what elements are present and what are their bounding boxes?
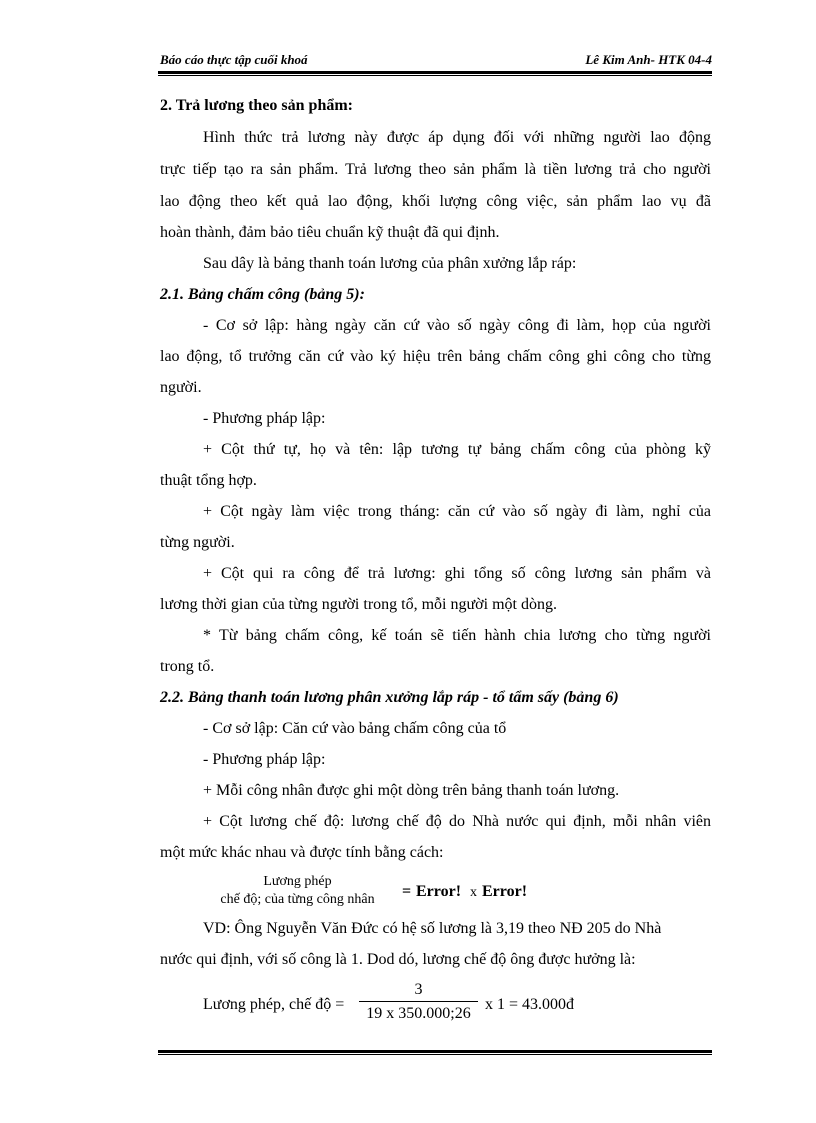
header-rule-thin (158, 75, 712, 76)
paragraph-line: - Cơ sở lập: hàng ngày căn cứ vào số ngày công đi làm, họp của người (203, 317, 711, 334)
paragraph-line: VD: Ông Nguyễn Văn Đức có hệ số lương là 3,19 theo NĐ 205 do Nhà (203, 920, 662, 937)
formula-times: x (470, 885, 477, 900)
paragraph-line: Sau dây là bảng thanh toán lương của phân xưởng lắp ráp: (203, 255, 577, 272)
paragraph-line: nước qui định, với số công là 1. Dod dó, lương chế độ ông được hưởng là: (160, 951, 636, 968)
paragraph-line: hoàn thành, đảm bảo tiêu chuẩn kỹ thuật đã qui định. (160, 224, 500, 241)
formula-label-line-1: Lương phép (263, 874, 332, 889)
footer-rule-thin (158, 1054, 712, 1055)
paragraph-line: + Cột ngày làm việc trong tháng: căn cứ vào số ngày đi làm, nghỉ của (203, 503, 711, 520)
paragraph-line: từng người. (160, 534, 235, 551)
paragraph-line: - Phương pháp lập: (203, 751, 326, 768)
paragraph-line: - Cơ sở lập: Căn cứ vào bảng chấm công của tổ (203, 720, 507, 737)
paragraph-line: + Cột thứ tự, họ và tên: lập tương tự bảng chấm công của phòng kỹ (203, 441, 711, 458)
paragraph-line: lương thời gian của từng người trong tổ, mỗi người một dòng. (160, 596, 557, 613)
formula-fraction-bar (359, 1001, 478, 1002)
paragraph-line: trong tổ. (160, 658, 215, 675)
paragraph-line: thuật tổng hợp. (160, 472, 257, 489)
header-report-title: Báo cáo thực tập cuối khoá (160, 52, 308, 67)
formula-numerator: 3 (414, 981, 423, 998)
section-heading-2: 2. Trả lương theo sản phẩm: (160, 97, 354, 114)
page-header (158, 50, 712, 72)
formula-rhs: x 1 = 43.000đ (485, 996, 575, 1013)
formula-lhs: Lương phép, chế độ = (203, 996, 345, 1013)
paragraph-line: - Phương pháp lập: (203, 410, 326, 427)
paragraph-line: lao động theo kết quả lao động, khối lượng công việc, sản phẩm lao vụ đã (160, 193, 711, 210)
formula-error-2: Error! (482, 883, 528, 900)
paragraph-line: một mức khác nhau và được tính bằng cách: (160, 844, 444, 861)
header-author: Lê Kim Anh- HTK 04-4 (585, 52, 712, 67)
header-rule-thick (158, 71, 712, 74)
footer-rule-thick (158, 1050, 712, 1053)
paragraph-line: trực tiếp tạo ra sản phẩm. Trả lương theo sản phẩm là tiền lương trả cho người (160, 161, 711, 178)
formula-label-line-2: chế độ; của từng công nhân (220, 892, 375, 907)
subsection-heading-2-2: 2.2. Bảng thanh toán lương phân xưởng lắp ráp - tổ tẩm sấy (bảng 6) (160, 689, 619, 706)
paragraph-line: + Cột lương chế độ: lương chế độ do Nhà nước qui định, mỗi nhân viên (203, 813, 711, 830)
paragraph-line: + Cột qui ra công để trả lương: ghi tổng số công lương sản phẩm và (203, 565, 711, 582)
subsection-heading-2-1: 2.1. Bảng chấm công (bảng 5): (160, 286, 365, 303)
paragraph-line: người. (160, 379, 202, 396)
paragraph-line: Hình thức trả lương này được áp dụng đối với những người lao động (203, 129, 711, 146)
paragraph-line: * Từ bảng chấm công, kế toán sẽ tiến hành chia lương cho từng người (203, 627, 711, 644)
paragraph-line: + Mỗi công nhân được ghi một dòng trên bảng thanh toán lương. (203, 782, 620, 799)
paragraph-line: lao động, tổ trưởng căn cứ vào ký hiệu trên bảng chấm công ghi công cho từng (160, 348, 711, 365)
formula-denominator: 19 x 350.000;26 (366, 1005, 471, 1022)
formula-equals: = (402, 883, 412, 900)
formula-error-1: Error! (416, 883, 462, 900)
